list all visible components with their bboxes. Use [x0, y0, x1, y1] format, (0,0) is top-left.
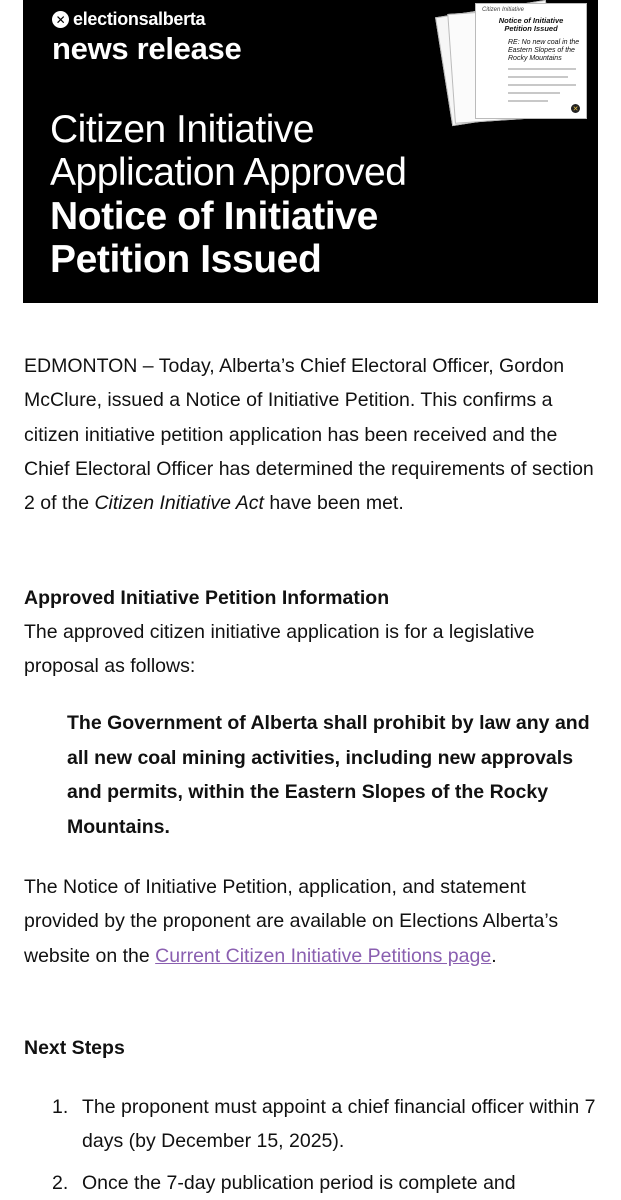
headline-bold-line-1: Notice of Initiative	[50, 195, 378, 238]
doc-title-line-1: Notice of Initiative	[498, 16, 564, 25]
doc-re-line-1: RE: No new coal in the	[508, 39, 580, 46]
availability-text-end: .	[491, 944, 497, 967]
document-thumbnail	[475, 3, 587, 119]
list-item-text: The proponent must appoint a chief financial officer within 7 days (by December 15, 2025).	[82, 1096, 596, 1152]
current-petitions-link[interactable]: Current Citizen Initiative Petitions page	[155, 944, 492, 967]
intro-paragraph	[24, 349, 599, 520]
availability-paragraph	[24, 870, 599, 973]
list-item-number: 1.	[52, 1096, 69, 1118]
doc-small-label: Citizen Initiative	[482, 7, 525, 13]
list-item-text: Once the 7-day publication period is complete and	[82, 1172, 516, 1194]
petition-info-paragraph: The approved citizen initiative application is for a legislative proposal as follows:	[24, 621, 535, 678]
elections-alberta-x-icon: ✕	[52, 11, 69, 28]
doc-text-line	[508, 84, 576, 86]
headline-bold-line-2: Petition Issued	[50, 238, 322, 281]
act-name: Citizen Initiative Act	[94, 492, 264, 515]
brand-name: electionsalberta	[73, 9, 206, 29]
doc-text-line	[508, 100, 548, 102]
doc-title	[476, 17, 586, 33]
doc-title-line-2: Petition Issued	[504, 24, 558, 33]
next-steps-heading: Next Steps	[24, 1037, 125, 1059]
intro-text: EDMONTON – Today, Alberta’s Chief Electoral Officer, Gordon McClure, issued a Notice of Initiative Petition. This confirms a citizen initiative petition application has been received and the Chief Electoral Officer has determined the requirements of section 2 of the	[24, 355, 594, 515]
intro-text-end: have been met.	[263, 492, 404, 515]
legislative-proposal: The Government of Alberta shall prohibit by law any and all new coal mining activities, including new approvals and permits, within the Eastern Slopes of the Rocky Mountains.	[67, 712, 590, 838]
doc-x-icon: ✕	[572, 105, 579, 113]
doc-re-line-3: Rocky Mountains	[508, 55, 562, 62]
doc-text-line	[508, 76, 568, 78]
brand-logo	[52, 9, 205, 30]
doc-text-line	[508, 68, 576, 70]
headline-light-line-1: Citizen Initiative	[50, 108, 315, 151]
doc-text-line	[508, 92, 560, 94]
list-item-number: 2.	[52, 1172, 69, 1194]
petition-info-heading: Approved Initiative Petition Information	[24, 587, 390, 609]
doc-re	[508, 39, 579, 63]
headline-light-line-2: Application Approved	[50, 151, 407, 194]
doc-re-line-2: Eastern Slopes of the	[508, 47, 575, 54]
news-release-banner	[23, 0, 598, 303]
release-label: news release	[52, 31, 242, 66]
availability-text: The Notice of Initiative Petition, application, and statement provided by the proponent are available on Elections Alberta’s website on the	[24, 876, 559, 967]
